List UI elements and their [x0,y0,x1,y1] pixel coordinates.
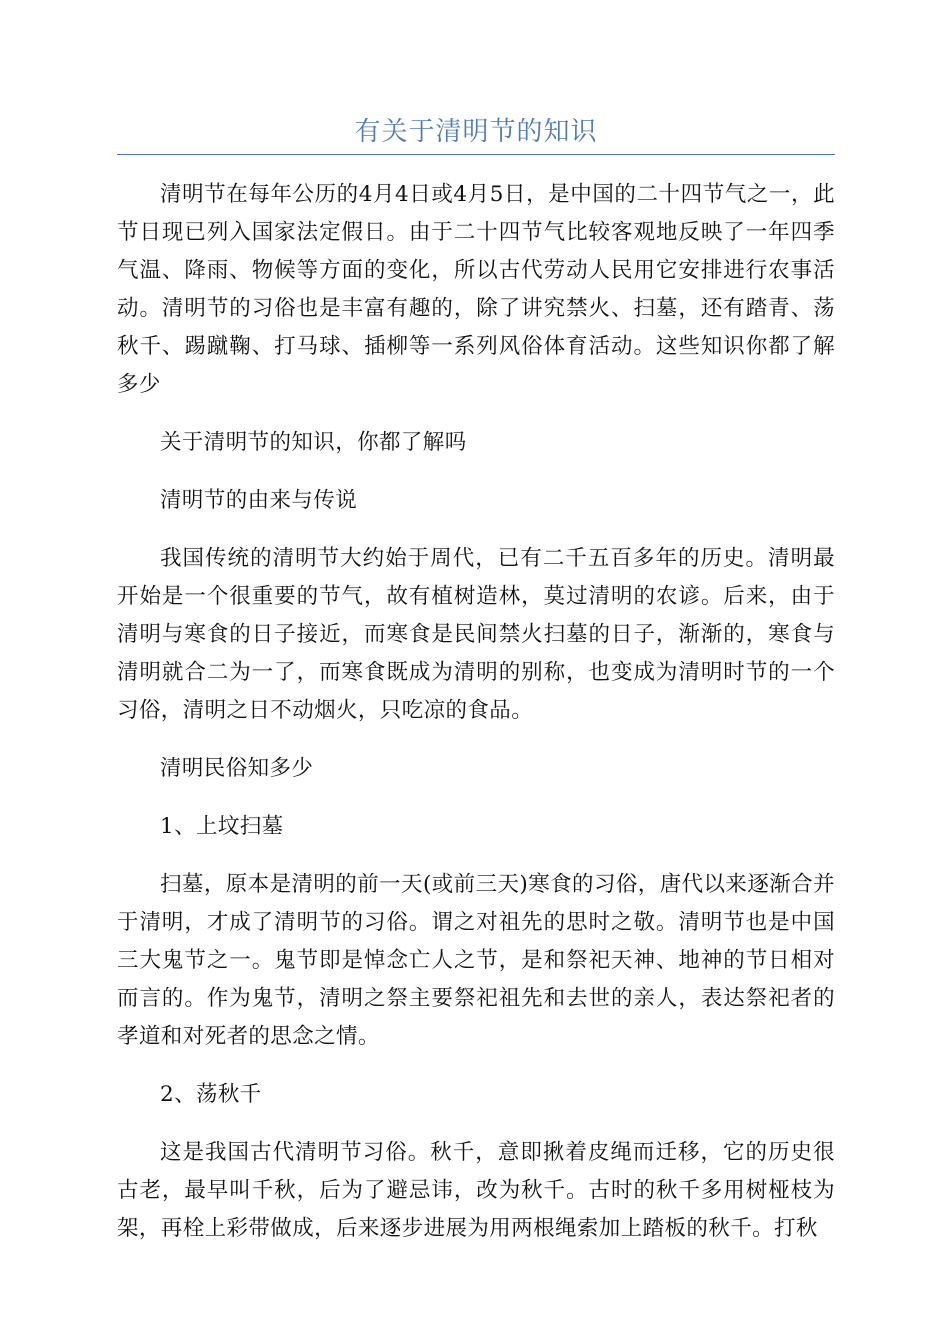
tomb-sweeping-paragraph: 扫墓，原本是清明的前一天(或前三天)寒食的习俗，唐代以来逐渐合并于清明，才成了清明节的习俗。谓之对祖先的思时之敬。清明节也是中国三大鬼节之一。鬼节即是悼念亡人之节，是和祭祀天神、地神的节日相对而言的。作为鬼节，清明之祭主要祭祀祖先和去世的亲人，表达祭祀者的孝道和对死者的思念之情。 [117,872,835,1049]
custom-heading-tomb-sweeping: 1、上坟扫墓 [160,814,284,839]
origin-paragraph: 我国传统的清明节大约始于周代，已有二千五百多年的历史。清明最开始是一个很重要的节气，故有植树造林，莫过清明的农谚。后来，由于清明与寒食的日子接近，而寒食是民间禁火扫墓的日子，渐渐的，寒食与清明就合二为一了，而寒食既成为清明的别称，也变成为清明时节的一个习俗，清明之日不动烟火，只吃凉的食品。 [117,546,835,723]
custom-heading-swing: 2、荡秋千 [160,1082,262,1107]
section-heading-origin: 清明节的由来与传说 [160,488,358,513]
document-body [117,176,835,1248]
subheading-question: 关于清明节的知识，你都了解吗 [160,430,467,455]
title-underline [117,154,835,155]
section-heading-customs: 清明民俗知多少 [160,756,314,781]
swing-paragraph: 这是我国古代清明节习俗。秋千，意即揪着皮绳而迁移，它的历史很古老，最早叫千秋，后为了避忌讳，改为秋千。古时的秋千多用树桠枝为架，再栓上彩带做成，后来逐步进展为用两根绳索加上踏板的秋千。打秋 [117,1140,835,1241]
intro-paragraph: 清明节在每年公历的4月4日或4月5日，是中国的二十四节气之一，此节日现已列入国家法定假日。由于二十四节气比较客观地反映了一年四季气温、降雨、物候等方面的变化，所以古代劳动人民用它安排进行农事活动。清明节的习俗也是丰富有趣的，除了讲究禁火、扫墓，还有踏青、荡秋千、踢蹴鞠、打马球、插柳等一系列风俗体育活动。这些知识你都了解多少 [117,182,835,397]
document-title: 有关于清明节的知识 [354,117,598,147]
